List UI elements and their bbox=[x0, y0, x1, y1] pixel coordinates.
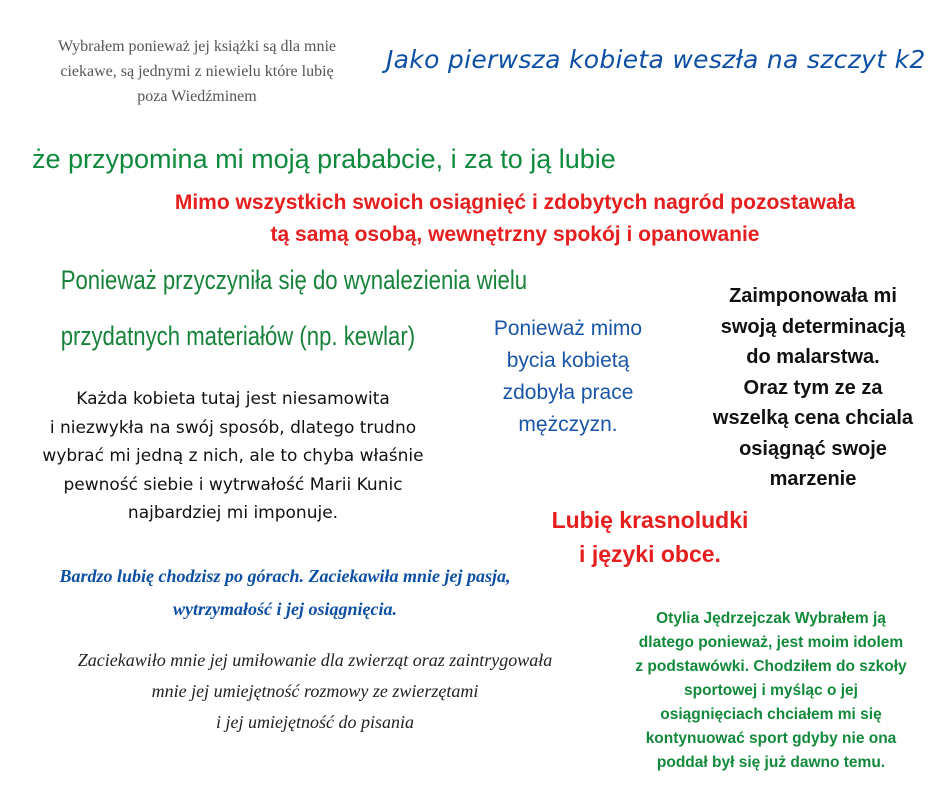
note-line: i języki obce. bbox=[579, 541, 721, 567]
note-line: Lubię krasnoludki bbox=[551, 507, 749, 533]
note-line: zdobyła prace bbox=[502, 381, 634, 404]
note-line: poza Wiedźminem bbox=[137, 88, 257, 105]
note-line: poddał był się już dawno temu. bbox=[656, 754, 886, 771]
note-line: z podstawówki. Chodziłem do szkoły bbox=[635, 658, 907, 675]
note-otylia-jedrzejczak bbox=[610, 607, 932, 775]
note-line: ciekawe, są jednymi z niewielu które lubię bbox=[60, 63, 334, 80]
note-painting-determination bbox=[688, 281, 938, 495]
note-line: mężczyzn. bbox=[518, 413, 618, 436]
note-line: wybrać mi jedną z nich, ale to chyba właśnie bbox=[42, 446, 424, 466]
note-line: Ponieważ przyczyniła się do wynalezienia wielu bbox=[60, 265, 528, 295]
note-line: Oraz tym ze za bbox=[743, 376, 883, 399]
note-line: Bardzo lubię chodzisz po górach. Zaciekawiła mnie jej pasja, bbox=[59, 566, 511, 586]
note-line: tą samą osobą, wewnętrzny spokój i opanowanie bbox=[270, 223, 760, 246]
note-mens-work bbox=[470, 313, 666, 441]
note-line: najbardziej mi imponuje. bbox=[127, 503, 339, 523]
note-line: i niezwykła na swój sposób, dlatego trudno bbox=[49, 417, 417, 438]
note-line: i jej umiejętność do pisania bbox=[216, 712, 414, 732]
note-line: pewność siebie i wytrwałość Marii Kunic bbox=[63, 474, 403, 495]
note-favorite-books bbox=[22, 34, 372, 109]
note-line: Zaimponowała mi bbox=[729, 285, 897, 307]
note-line: swoją determinacją bbox=[720, 315, 906, 338]
note-inner-peace bbox=[110, 187, 920, 251]
note-line: dlatego ponieważ, jest moim idolem bbox=[638, 634, 904, 651]
note-maria-kunic bbox=[8, 385, 458, 528]
note-line: Otylia Jędrzejczak Wybrałem ją bbox=[656, 610, 886, 627]
note-line: wszelką cena chciala bbox=[712, 407, 914, 429]
note-line: osiągnąć swoje bbox=[739, 437, 887, 460]
note-line: do malarstwa. bbox=[746, 346, 880, 368]
note-line: sportowej i myśląc o jej bbox=[683, 682, 858, 699]
note-mountains bbox=[20, 560, 550, 626]
note-line: Każda kobieta tutaj jest niesamowita bbox=[76, 389, 390, 409]
note-great-grandmother bbox=[32, 141, 732, 177]
note-line: że przypomina mi moją prababcie, i za to ją lubie bbox=[32, 144, 616, 174]
note-line: Ponieważ mimo bbox=[493, 317, 643, 340]
note-line: Zaciekawiło mnie jej umiłowanie dla zwierząt oraz zaintrygowała bbox=[77, 650, 553, 670]
note-line: mnie jej umiejętność rozmowy ze zwierzętami bbox=[151, 681, 479, 701]
note-line: kontynuować sport gdyby nie ona bbox=[645, 730, 897, 747]
note-line: marzenie bbox=[769, 468, 857, 490]
note-dwarves-languages bbox=[520, 503, 780, 571]
note-line: bycia kobietą bbox=[506, 349, 630, 372]
note-line: przydatnych materiałów (np. kewlar) bbox=[60, 321, 416, 351]
note-kevlar bbox=[60, 252, 528, 364]
note-line: Mimo wszystkich swoich osiągnięć i zdobytych nagród pozostawała bbox=[174, 191, 856, 214]
note-line: wytrzymałość i jej osiągnięcia. bbox=[173, 599, 397, 619]
note-line: Jako pierwsza kobieta weszła na szczyt k2 bbox=[386, 45, 926, 74]
note-k2-summit bbox=[386, 40, 926, 80]
note-line: Wybrałem ponieważ jej książki są dla mnie bbox=[57, 38, 337, 55]
note-animals bbox=[40, 645, 590, 738]
note-line: osiągnięciach chciałem mi się bbox=[660, 706, 882, 723]
